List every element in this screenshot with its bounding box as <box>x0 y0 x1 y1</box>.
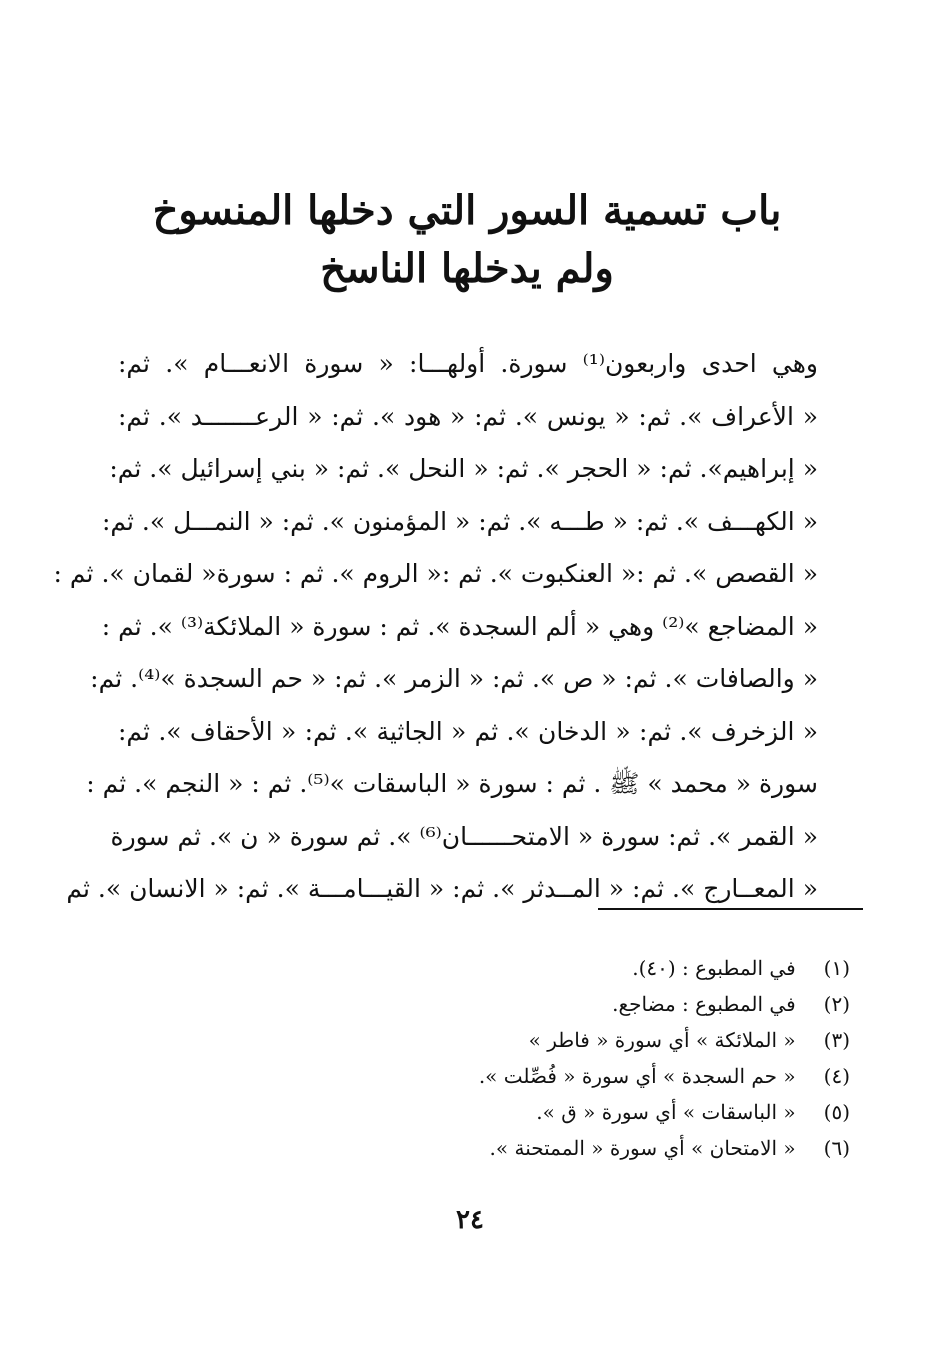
page-number: ٢٤ <box>456 1205 484 1235</box>
body-line: « المعــارج ». ثم: « المــدثر ». ثم: « القيـــامـــة ». ثم: « الانسان ». ثم <box>66 874 818 903</box>
body-line: « إبراهيم». ثم: « الحجر ». ثم: « النحل ». ثم: « بني إسرائيل ». ثم: <box>109 454 818 483</box>
chapter-title-line-1: باب تسمية السور التي دخلها المنسوخ <box>152 187 782 234</box>
footnote-text: في المطبوع : (٤٠). <box>632 956 796 980</box>
footnote-text: « الامتحان » أي سورة « الممتحنة ». <box>489 1136 796 1160</box>
footnote-number: (٥) <box>823 1100 850 1124</box>
footnote-text: « الملائكة » أي سورة « فاطر » <box>528 1028 796 1052</box>
body-line: وهي احدى واربعون⁽¹⁾ سورة. أولهـــا: « سورة الانعـــام ». ثم: <box>118 349 818 378</box>
footnote-separator <box>598 908 863 910</box>
body-line: سورة « محمد » ﷺ . ثم : سورة « الباسقات »⁽⁵⁾. ثم : « النجم ». ثم : <box>86 769 818 798</box>
footnote-text: « حم السجدة » أي سورة « فُصِّلت ». <box>478 1064 796 1088</box>
footnote-text: « الباسقات » أي سورة « ق ». <box>536 1100 796 1124</box>
footnote-number: (٣) <box>823 1028 850 1052</box>
footnote-number: (٤) <box>823 1064 850 1088</box>
body-line: « والصافات ». ثم: « ص ». ثم: « الزمر ». ثم: « حم السجدة »⁽⁴⁾. ثم: <box>90 664 818 693</box>
footnote-item <box>470 1094 850 1130</box>
footnotes <box>470 950 850 1166</box>
footnote-item <box>470 1058 850 1094</box>
footnote-item <box>470 986 850 1022</box>
body-line: « المضاجع »⁽²⁾ وهي « ألم السجدة ». ثم : سورة « الملائكة⁽³⁾ ». ثم : <box>101 611 818 641</box>
body-line: « القصص ». ثم :« العنكبوت ». ثم :« الروم ». ثم : سورة« لقمان ». ثم : <box>53 559 818 588</box>
footnote-item <box>470 1130 850 1166</box>
footnote-item <box>470 1022 850 1058</box>
body-paragraph <box>53 338 818 916</box>
footnote-number: (١) <box>823 956 850 980</box>
chapter-title-line-2: ولم يدخلها الناسخ <box>320 245 614 292</box>
body-line: « الزخرف ». ثم: « الدخان ». ثم « الجاثية ». ثم: « الأحقاف ». ثم: <box>118 716 818 746</box>
footnote-text: في المطبوع : مضاجع. <box>612 992 796 1016</box>
footnote-number: (٦) <box>823 1136 850 1160</box>
footnote-number: (٢) <box>823 992 850 1016</box>
footnote-item <box>470 950 850 986</box>
body-line: « الأعراف ». ثم: « يونس ». ثم: « هود ». ثم: « الرعـــــــد ». ثم: <box>118 401 818 431</box>
body-line: « القمر ». ثم: سورة « الامتحــــــان⁽⁶⁾ ». ثم سورة « ن ». ثم سورة <box>110 821 818 851</box>
body-line: « الكهـــف ». ثم: « طـــه ». ثم: « المؤمنون ». ثم: « النمـــل ». ثم: <box>101 506 818 536</box>
